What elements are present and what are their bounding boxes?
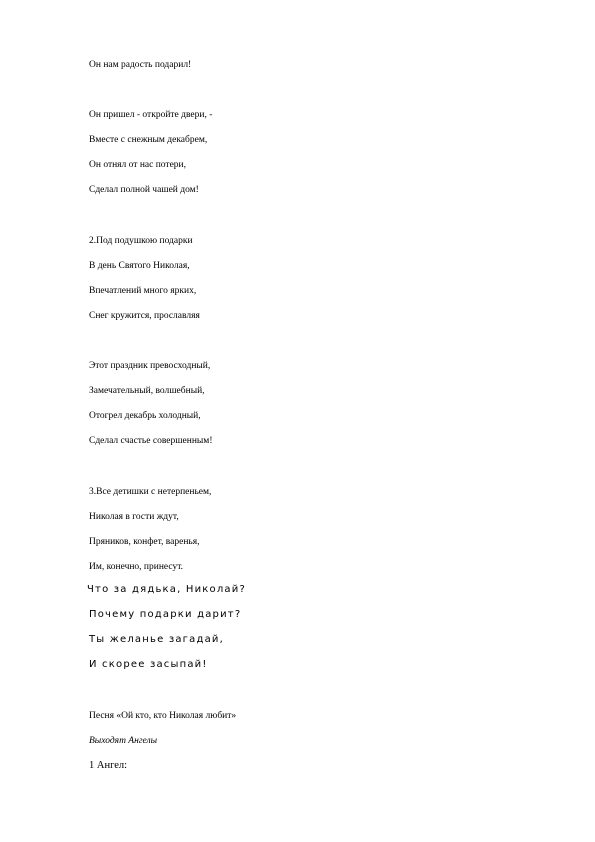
- text-line: Ты желанье загадай,: [89, 634, 224, 645]
- text-line: Пряников, конфет, варенья,: [89, 537, 200, 547]
- text-line: И скорее засыпай!: [89, 659, 208, 670]
- text-line: Он отнял от нас потери,: [89, 160, 186, 170]
- text-line: Замечательный, волшебный,: [89, 386, 205, 396]
- text-line: Этот праздник превосходный,: [89, 361, 211, 371]
- text-line: Сделал счастье совершенным!: [89, 436, 213, 446]
- stage-direction: Выходят Ангелы: [89, 736, 158, 746]
- text-line: Он пришел - откройте двери, -: [89, 110, 213, 120]
- text-line: Отогрел декабрь холодный,: [89, 411, 201, 421]
- text-line: Почему подарки дарит?: [89, 609, 242, 620]
- text-line: Снег кружится, прославляя: [89, 311, 200, 321]
- text-line: В день Святого Николая,: [89, 261, 190, 271]
- text-line: Он нам радость подарил!: [89, 60, 192, 70]
- text-line: Что за дядька, Николай?: [87, 584, 246, 595]
- text-line: Впечатлений много ярких,: [89, 286, 197, 296]
- speaker-label: 1 Ангел:: [89, 760, 128, 771]
- song-title: Песня «Ой кто, кто Николая любит»: [89, 711, 237, 721]
- text-line: Сделал полной чашей дом!: [89, 185, 199, 195]
- verse-heading: 3.Все детишки с нетерпеньем,: [89, 487, 212, 497]
- text-line: Им, конечно, принесут.: [89, 562, 184, 572]
- text-line: Николая в гости ждут,: [89, 512, 179, 522]
- text-line: Вместе с снежным декабрем,: [89, 135, 208, 145]
- verse-heading: 2.Под подушкою подарки: [89, 236, 193, 246]
